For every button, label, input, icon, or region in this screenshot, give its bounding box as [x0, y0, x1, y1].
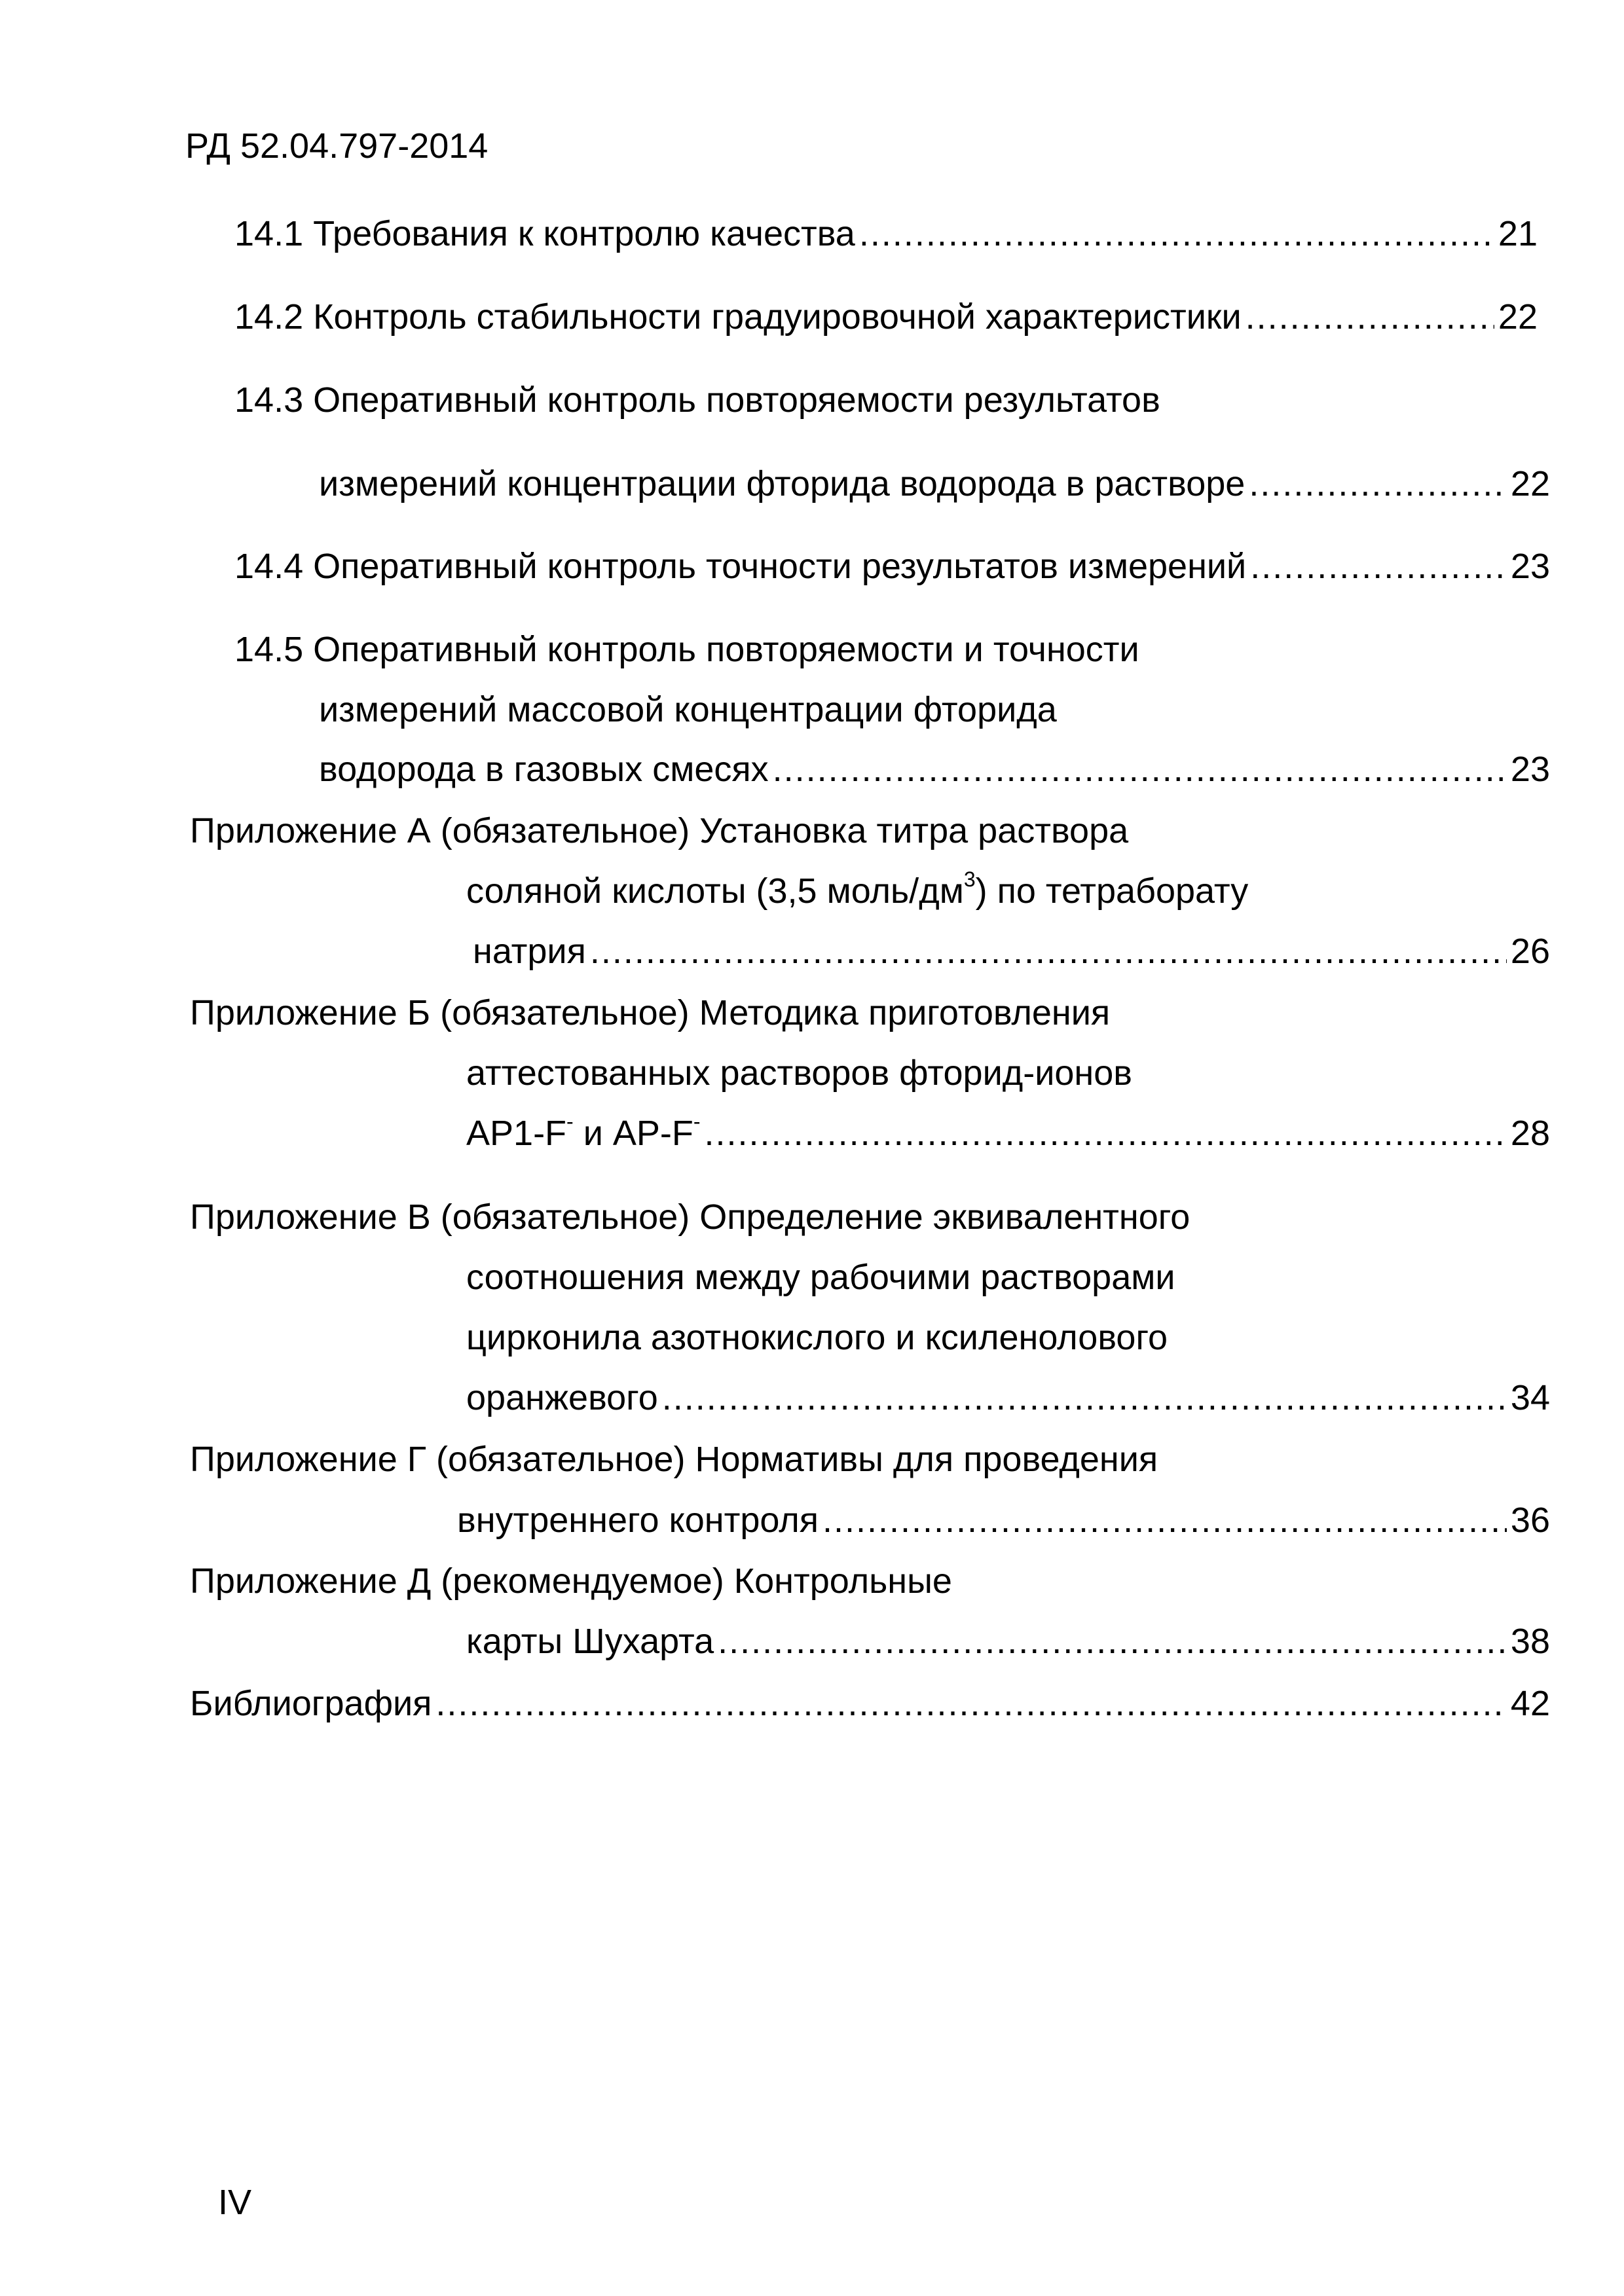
toc-leader-dots: [822, 1503, 1507, 1538]
toc-appendix-b-line2[interactable]: аттестованных растворов фторид-ионов: [466, 1053, 1132, 1093]
toc-appendix-v-line2[interactable]: соотношения между рабочими растворами: [466, 1258, 1175, 1297]
toc-entry-label: [466, 1110, 701, 1153]
toc-leader-dots: [662, 1380, 1507, 1415]
superscript-minus: -: [566, 1110, 574, 1133]
toc-entry-label: натрия: [473, 932, 586, 971]
toc-appendix-b-line1[interactable]: Приложение Б (обязательное) Методика приготовления: [190, 993, 1111, 1032]
toc-leader-dots: [1250, 549, 1507, 584]
toc-entry-14-4[interactable]: [234, 549, 1550, 584]
toc-leader-dots: [1249, 466, 1507, 501]
toc-appendix-v-line1[interactable]: Приложение В (обязательное) Определение эквивалентного: [190, 1197, 1190, 1237]
toc-leader-dots: [859, 216, 1494, 251]
toc-entry-label: 14.1 Требования к контролю качества: [234, 214, 855, 253]
toc-page-number: 36: [1510, 1501, 1550, 1540]
superscript-minus: -: [693, 1110, 701, 1133]
solution-code-1: АР1-F: [466, 1114, 567, 1153]
toc-leader-dots: [705, 1116, 1507, 1151]
toc-appendix-g[interactable]: [457, 1503, 1550, 1538]
toc-appendix-a-line2[interactable]: [466, 867, 1249, 911]
appendix-a-line2-tail: ) по тетраборату: [975, 871, 1249, 911]
toc-entry-label: измерений концентрации фторида водорода в растворе: [319, 464, 1246, 503]
toc-entry-label: 14.2 Контроль стабильности градуировочной характеристики: [234, 297, 1242, 337]
toc-appendix-a[interactable]: [473, 934, 1550, 969]
toc-appendix-a-line1[interactable]: Приложение А (обязательное) Установка титра раствора: [190, 811, 1129, 850]
superscript-3: 3: [963, 867, 976, 891]
toc-entry-14-1[interactable]: [234, 216, 1538, 251]
toc-page-number: 22: [1498, 297, 1538, 337]
appendix-a-line2-text: соляной кислоты (3,5 моль/дм: [466, 871, 964, 911]
toc-page-number: 42: [1510, 1684, 1550, 1723]
toc-entry-label: карты Шухарта: [466, 1622, 714, 1661]
toc-page-number: 21: [1498, 214, 1538, 253]
solution-code-2: и АР-F: [573, 1114, 693, 1153]
toc-entry-14-2[interactable]: [234, 299, 1538, 335]
toc-entry-14-3[interactable]: [319, 466, 1550, 501]
document-code: РД 52.04.797-2014: [185, 126, 489, 166]
toc-entry-label: внутреннего контроля: [457, 1501, 819, 1540]
toc-page-number: 38: [1510, 1622, 1550, 1661]
toc-leader-dots: [718, 1624, 1507, 1659]
toc-leader-dots: [590, 934, 1507, 969]
toc-page-number: 23: [1510, 750, 1550, 789]
toc-page-number: 28: [1510, 1114, 1550, 1153]
toc-entry-14-5[interactable]: [319, 752, 1550, 787]
toc-appendix-b[interactable]: [466, 1110, 1550, 1153]
toc-leader-dots: [435, 1686, 1507, 1721]
toc-appendix-v[interactable]: [466, 1380, 1550, 1415]
toc-entry-label: 14.4 Оперативный контроль точности результатов измерений: [234, 547, 1247, 586]
toc-leader-dots: [1246, 299, 1494, 335]
toc-leader-dots: [773, 752, 1507, 787]
page-number: IV: [218, 2183, 252, 2222]
toc-entry-14-5-line2[interactable]: измерений массовой концентрации фторида: [319, 690, 1057, 729]
toc-appendix-d-line1[interactable]: Приложение Д (рекомендуемое) Контрольные: [190, 1561, 952, 1601]
toc-entry-label: Библиография: [190, 1684, 432, 1723]
toc-entry-label: водорода в газовых смесях: [319, 750, 769, 789]
toc-entry-label: оранжевого: [466, 1378, 658, 1417]
toc-appendix-v-line3[interactable]: цирконила азотнокислого и ксиленолового: [466, 1318, 1168, 1357]
toc-appendix-g-line1[interactable]: Приложение Г (обязательное) Нормативы для проведения: [190, 1440, 1158, 1479]
toc-bibliography[interactable]: [190, 1686, 1550, 1721]
toc-entry-14-3-line1[interactable]: 14.3 Оперативный контроль повторяемости результатов: [234, 380, 1160, 420]
toc-page-number: 26: [1510, 932, 1550, 971]
toc-page-number: 34: [1510, 1378, 1550, 1417]
toc-appendix-d[interactable]: [466, 1624, 1550, 1659]
toc-entry-14-5-line1[interactable]: 14.5 Оперативный контроль повторяемости и точности: [234, 630, 1139, 669]
toc-page-number: 23: [1510, 547, 1550, 586]
toc-page-number: 22: [1510, 464, 1550, 503]
